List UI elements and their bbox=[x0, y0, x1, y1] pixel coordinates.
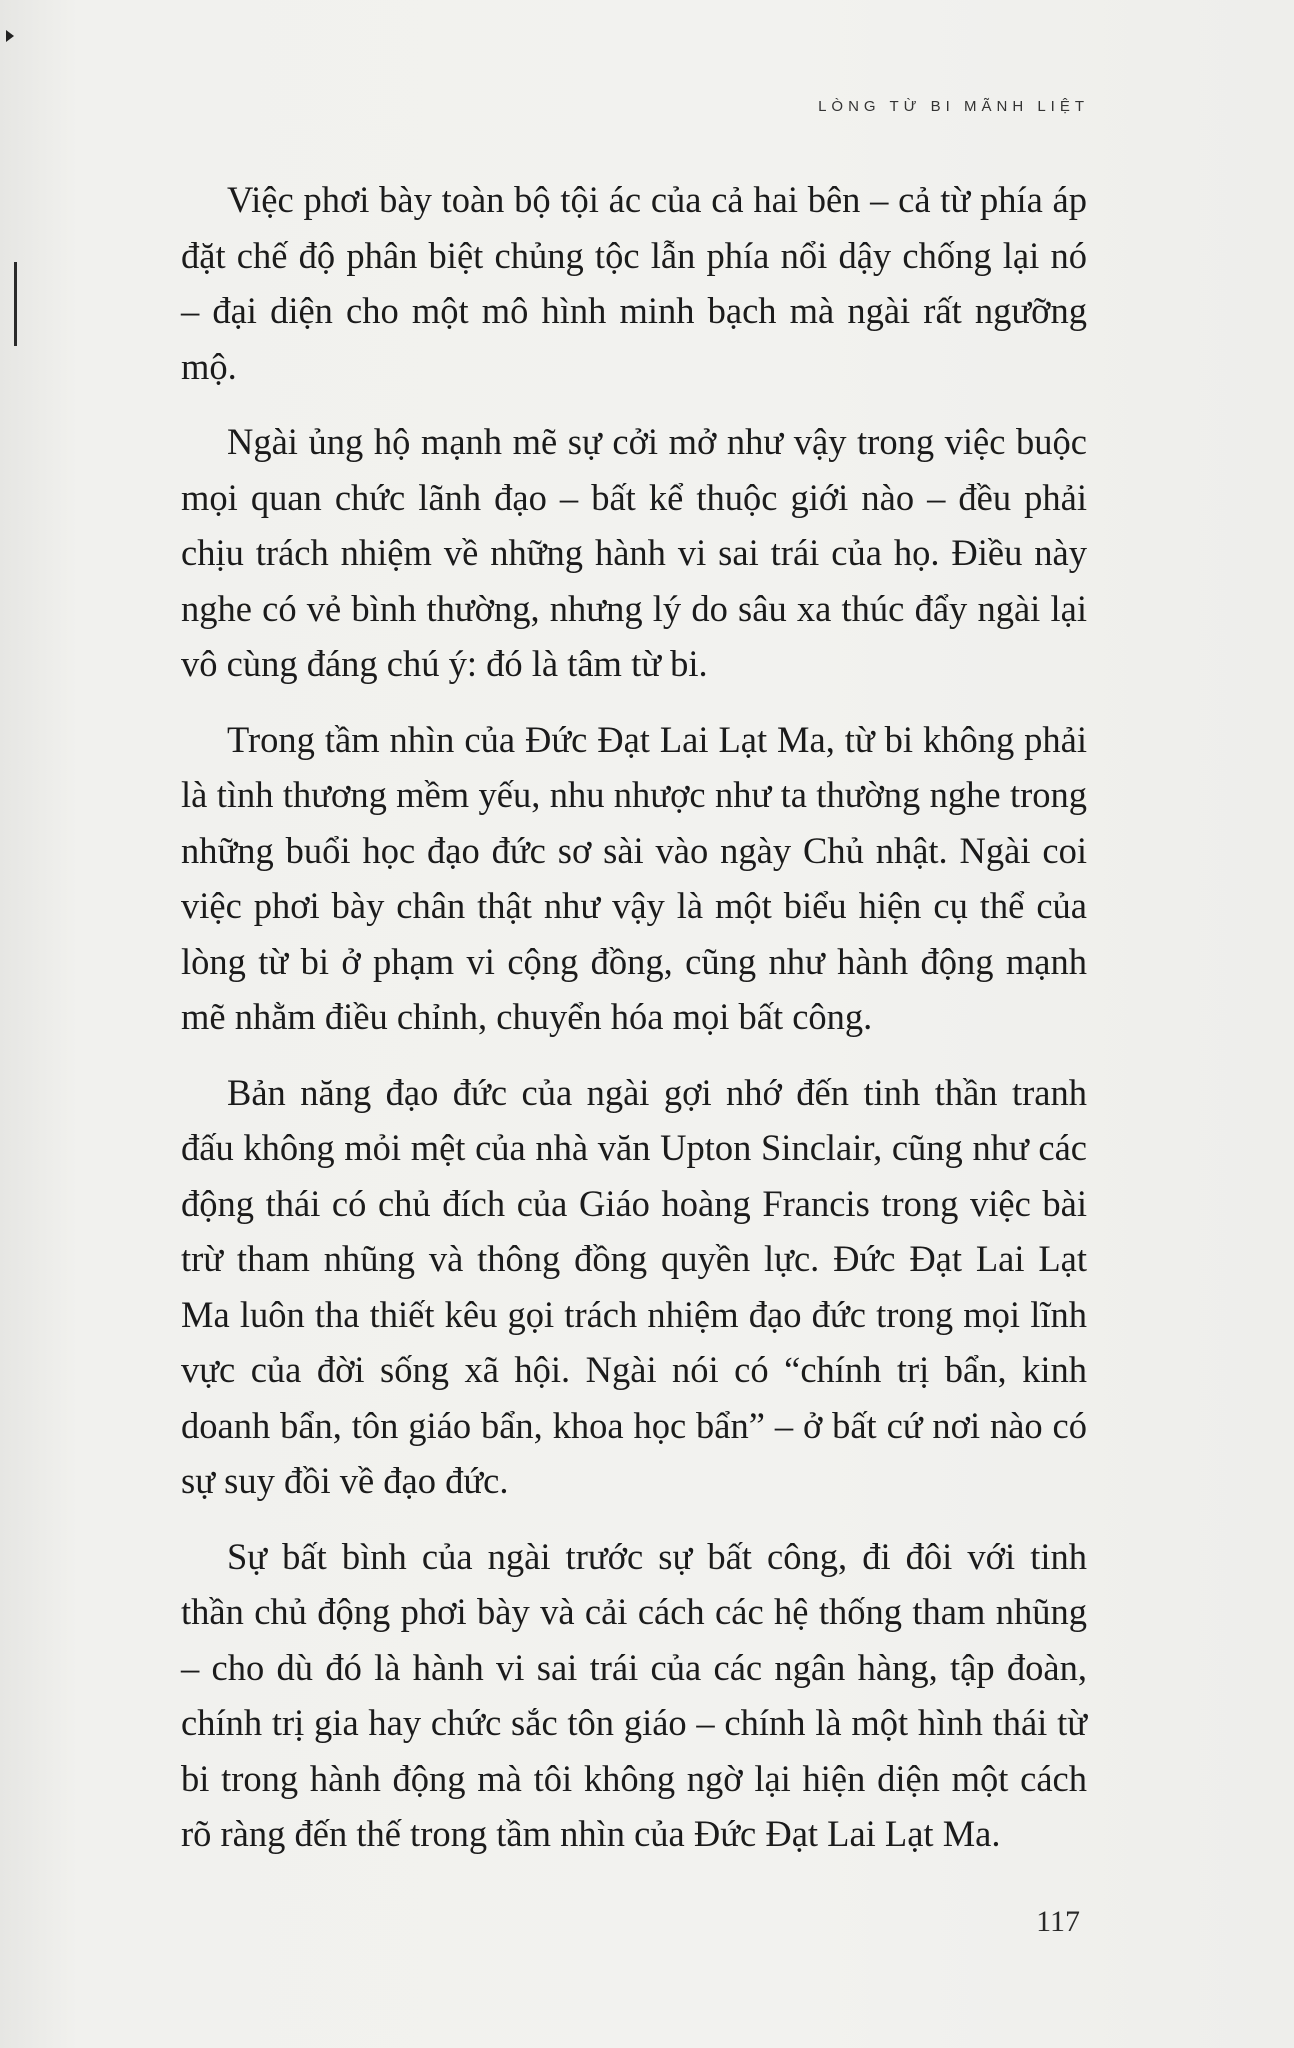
page-number: 117 bbox=[1036, 1905, 1080, 1938]
paragraph-4: Bản năng đạo đức của ngài gợi nhớ đến tinh thần tranh đấu không mỏi mệt của nhà văn Upton Sinclair, cũng như các động thái có chủ đích của Giáo hoàng Francis trong việc bài trừ tham nhũng và thông đồng quyền lực. Đức Đạt Lai Lạt Ma luôn tha thiết kêu gọi trách nhiệm đạo đức trong mọi lĩnh vực của đời sống xã hội. Ngài nói có “chính trị bẩn, kinh doanh bẩn, tôn giáo bẩn, khoa học bẩn” – ở bất cứ nơi nào có sự suy đồi về đạo đức. bbox=[181, 1071, 1087, 1501]
corner-mark bbox=[6, 30, 14, 42]
body-text bbox=[181, 172, 1087, 1882]
margin-scan-line bbox=[14, 262, 17, 346]
paragraph-1: Việc phơi bày toàn bộ tội ác của cả hai bên – cả từ phía áp đặt chế độ phân biệt chủng tộc lẫn phía nổi dậy chống lại nó – đại diện cho một mô hình minh bạch mà ngài rất ngưỡng mộ. bbox=[181, 179, 1087, 387]
paragraph-5: Sự bất bình của ngài trước sự bất công, đi đôi với tinh thần chủ động phơi bày và cải cách các hệ thống tham nhũng – cho dù đó là hành vi sai trái của các ngân hàng, tập đoàn, chính trị gia hay chức sắc tôn giáo – chính là một hình thái từ bi trong hành động mà tôi không ngờ lại hiện diện một cách rõ ràng đến thế trong tầm nhìn của Đức Đạt Lai Lạt Ma. bbox=[181, 1535, 1087, 1854]
running-header: LÒNG TỪ BI MÃNH LIỆT bbox=[818, 98, 1089, 115]
paragraph-2: Ngài ủng hộ mạnh mẽ sự cởi mở như vậy trong việc buộc mọi quan chức lãnh đạo – bất kể thuộc giới nào – đều phải chịu trách nhiệm về những hành vi sai trái của họ. Điều này nghe có vẻ bình thường, nhưng lý do sâu xa thúc đẩy ngài lại vô cùng đáng chú ý: đó là tâm từ bi. bbox=[181, 421, 1087, 684]
paragraph-3: Trong tầm nhìn của Đức Đạt Lai Lạt Ma, từ bi không phải là tình thương mềm yếu, nhu nhược như ta thường nghe trong những buổi học đạo đức sơ sài vào ngày Chủ nhật. Ngài coi việc phơi bày chân thật như vậy là một biểu hiện cụ thể của lòng từ bi ở phạm vi cộng đồng, cũng như hành động mạnh mẽ nhằm điều chỉnh, chuyển hóa mọi bất công. bbox=[181, 718, 1087, 1037]
